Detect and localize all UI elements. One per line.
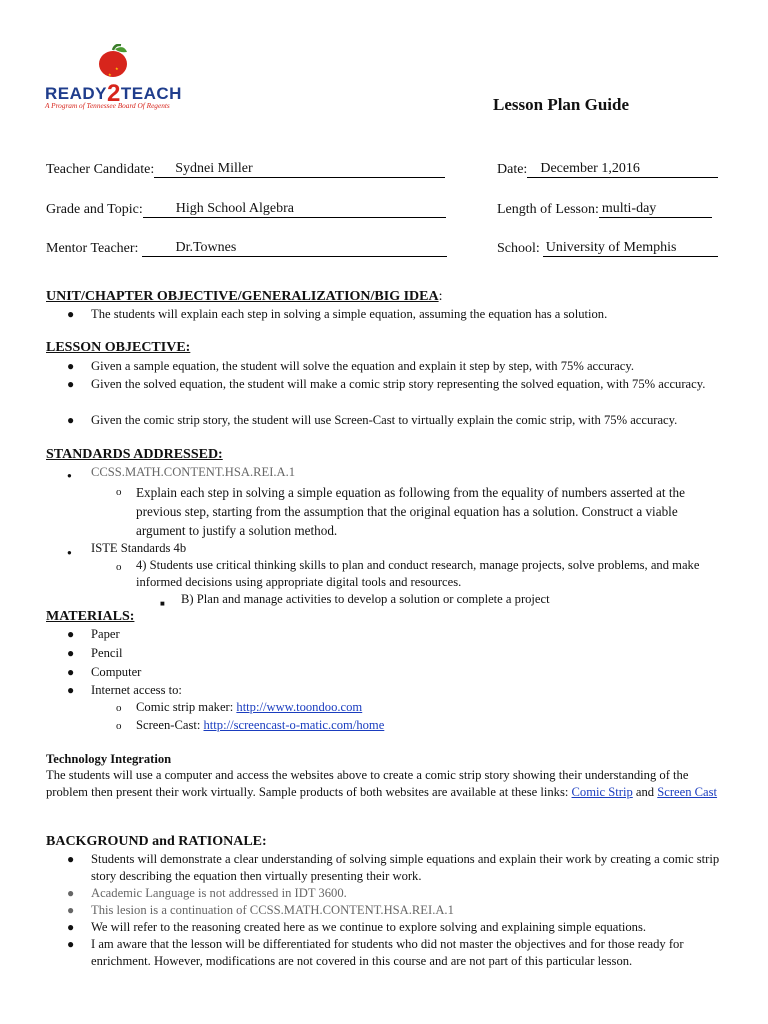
bullet-icon: ●	[67, 377, 75, 391]
bullet-icon: ●	[67, 471, 72, 480]
svg-text:★: ★	[108, 72, 112, 77]
date-value: December 1,2016	[527, 161, 718, 178]
bullet-icon: ●	[67, 852, 75, 866]
logo-digit: 2	[107, 80, 121, 107]
list-item: Given the comic strip story, the student will use Screen-Cast to virtually explain the comic strip, with 75% accuracy.	[91, 413, 678, 427]
list-item: CCSS.MATH.CONTENT.HSA.REI.A.1	[91, 465, 296, 479]
materials-heading: MATERIALS:	[46, 609, 135, 624]
page-title: Lesson Plan Guide	[493, 95, 630, 114]
bullet-icon: ●	[67, 307, 75, 321]
grade-field	[46, 201, 446, 218]
mentor-label: Mentor Teacher:	[46, 241, 139, 256]
toondoo-link[interactable]: http://www.toondoo.com	[236, 700, 363, 714]
circle-bullet-icon: o	[116, 486, 122, 498]
logo-tagline: A Program of Tennessee Board Of Regents	[45, 101, 170, 110]
length-label: Length of Lesson:	[497, 202, 599, 217]
list-item: Pencil	[91, 646, 123, 660]
grade-value: High School Algebra	[143, 201, 446, 218]
list-item: Comic strip maker: http://www.toondoo.com	[136, 700, 363, 714]
circle-bullet-icon: o	[116, 702, 122, 714]
background-list	[0, 851, 768, 976]
school-value: University of Memphis	[543, 240, 718, 257]
background-heading: BACKGROUND and RATIONALE:	[46, 834, 267, 849]
comic-strip-link[interactable]: Comic Strip	[571, 785, 633, 800]
logo-word-teach: TEACH	[120, 84, 182, 103]
school-field	[497, 240, 718, 257]
materials-list	[0, 626, 768, 738]
tech-heading: Technology Integration	[46, 752, 172, 766]
list-item: Explain each step in solving a simple equation as following from the equality of numbers asserted at the previous step, starting from the assumption that the original equation has a solution. Construct a viable argument to justify a solution method.	[136, 485, 685, 538]
bullet-icon: ●	[67, 646, 75, 660]
list-item: The students will explain each step in solving a simple equation, assuming the equation has a solution.	[91, 307, 608, 321]
list-item: B) Plan and manage activities to develop a solution or complete a project	[181, 592, 550, 606]
bullet-icon: ●	[67, 548, 72, 557]
bullet-icon: ●	[67, 627, 75, 641]
ready2teach-logo	[45, 44, 195, 116]
list-item: This lesion is a continuation of CCSS.MATH.CONTENT.HSA.REI.A.1	[91, 903, 454, 917]
standards-heading: STANDARDS ADDRESSED:	[46, 447, 223, 462]
screencast-link[interactable]: http://screencast-o-matic.com/home	[203, 718, 385, 732]
list-item: Computer	[91, 665, 142, 679]
bullet-icon: ●	[67, 683, 75, 697]
grade-label: Grade and Topic:	[46, 202, 143, 217]
screen-cast-link[interactable]: Screen Cast	[657, 785, 718, 800]
list-item: Internet access to:	[91, 683, 182, 697]
lesson-objective-heading: LESSON OBJECTIVE:	[46, 340, 191, 355]
bullet-icon: ●	[67, 903, 75, 917]
list-item: Academic Language is not addressed in IDT 3600.	[91, 886, 347, 900]
list-item: 4) Students use critical thinking skills to plan and conduct research, manage projects, solve problems, and make informed decisions using appropriate digital tools and resources.	[136, 558, 700, 590]
list-item: Screen-Cast: http://screencast-o-matic.com/home	[136, 718, 385, 732]
bullet-icon: ●	[67, 886, 75, 900]
list-item: Paper	[91, 627, 120, 641]
bullet-icon: ●	[67, 359, 75, 373]
circle-bullet-icon: o	[116, 561, 122, 573]
date-field	[497, 161, 718, 178]
lesson-objective-list	[0, 358, 768, 448]
bullet-icon: ●	[67, 665, 75, 679]
list-item: Students will demonstrate a clear understanding of solving simple equations and explain their work by creating a comic strip story describing the equation then virtually presenting their work.	[91, 852, 720, 884]
bullet-icon: ●	[67, 937, 75, 951]
length-field	[497, 201, 712, 218]
teacher-value: Sydnei Miller	[154, 161, 445, 178]
bullet-icon: ●	[67, 920, 75, 934]
svg-text:★: ★	[115, 66, 119, 71]
teacher-field	[46, 161, 445, 178]
list-item: Given the solved equation, the student will make a comic strip story representing the solved equation, with 75% accuracy.	[91, 377, 706, 391]
date-label: Date:	[497, 162, 528, 177]
bullet-icon: ●	[67, 413, 75, 427]
list-item: We will refer to the reasoning created here as we continue to explore solving and explaining simple equations.	[91, 920, 647, 934]
standards-list	[0, 464, 768, 614]
list-item: Given a sample equation, the student will solve the equation and explain it step by step, with 75% accuracy.	[91, 359, 635, 373]
unit-objective-heading: UNIT/CHAPTER OBJECTIVE/GENERALIZATION/BIG IDEA:	[46, 289, 443, 304]
length-value: multi-day	[599, 201, 712, 218]
circle-bullet-icon: o	[116, 720, 122, 732]
mentor-value: Dr.Townes	[142, 240, 447, 257]
tech-paragraph: The students will use a computer and access the websites above to create a comic strip story showing their understanding of the problem then present their work virtually. Sample products of both websites are available at these links: Comic Strip and Screen Cast	[46, 768, 718, 800]
teacher-label: Teacher Candidate:	[46, 162, 155, 177]
mentor-field	[46, 240, 447, 257]
list-item: ISTE Standards 4b	[91, 541, 187, 555]
unit-objective-list	[0, 306, 768, 326]
square-bullet-icon: ■	[160, 599, 165, 608]
logo-word-ready: READY	[45, 84, 108, 103]
school-label: School:	[497, 241, 540, 256]
list-item: I am aware that the lesson will be differentiated for students who did not master the objectives and for those ready for enrichment. However, modifications are not covered in this course and are not part of this particular lesson.	[91, 937, 684, 969]
